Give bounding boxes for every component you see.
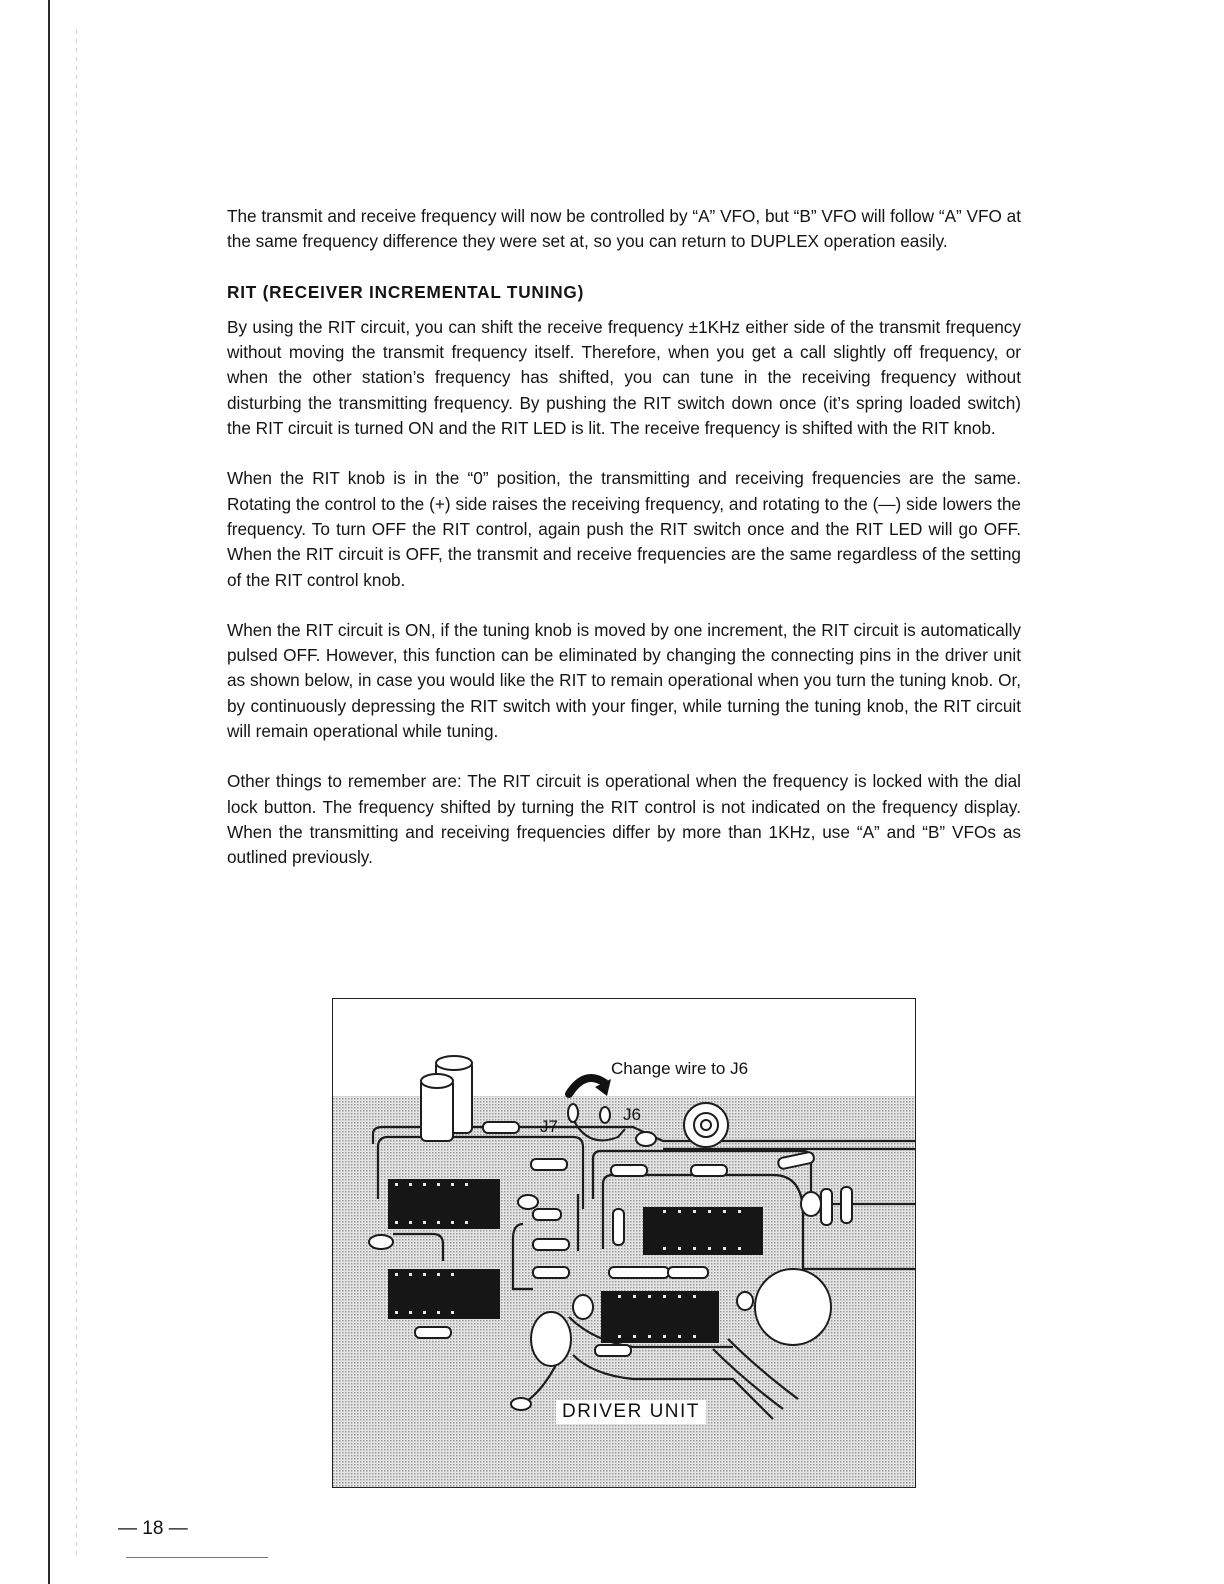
section-heading: RIT (RECEIVER INCREMENTAL TUNING) xyxy=(227,281,585,302)
driver-unit-figure xyxy=(332,998,916,1488)
round-component xyxy=(755,1269,831,1345)
figure-label-driver-unit: DRIVER UNIT xyxy=(556,1400,706,1424)
footer-rule xyxy=(126,1557,268,1558)
figure-label-j6: J6 xyxy=(623,1105,641,1124)
page-body xyxy=(227,204,1021,896)
paragraph-rit-4: Other things to remember are: The RIT circuit is operational when the frequency is locked with the dial lock button. The frequency shifted by turning the RIT control is not indicated on the frequency display. When the transmitting and receiving frequencies differ by more than 1KHz, use “A” and “B” VFOs as outlined previously. xyxy=(227,771,1021,868)
figure-label-j7: J7 xyxy=(540,1117,558,1136)
paragraph-rit-3: When the RIT circuit is ON, if the tuning knob is moved by one increment, the RIT circuit is automatically pulsed OFF. However, this function can be eliminated by changing the connecting pins in the driver unit as shown below, in case you would like the RIT to remain operational when you turn the tuning knob. Or, by continuously depressing the RIT switch with your finger, while turning the tuning knob, the RIT circuit will remain operational while tuning. xyxy=(227,619,1021,742)
electrolytic-capacitor xyxy=(421,1056,472,1141)
page-number: — 18 — xyxy=(118,1518,188,1539)
binding-edge-dotted-line xyxy=(76,30,77,1560)
paragraph-rit-2: When the RIT knob is in the “0” position, the transmitting and receiving frequencies are the same. Rotating the control to the (+) side raises the receiving frequency, and rotating to the (—) side lowers the frequency. To turn OFF the RIT control, again push the RIT switch once and the RIT LED will go OFF. When the RIT circuit is OFF, the transmit and receive frequencies are the same regardless of the setting of the RIT control knob. xyxy=(227,468,1021,590)
figure-caption-change-wire: Change wire to J6 xyxy=(611,1059,749,1078)
change-wire-arrow xyxy=(569,1078,611,1096)
paragraph-intro: The transmit and receive frequency will now be controlled by “A” VFO, but “B” VFO will follow “A” VFO at the same frequency difference they were set at, so you can return to DUPLEX operation easily. xyxy=(227,206,1021,252)
trimmer-potentiometer xyxy=(684,1103,728,1147)
paragraph-rit-1: By using the RIT circuit, you can shift the receive frequency ±1KHz either side of the transmit frequency without moving the transmit frequency itself. Therefore, when you get a call slightly off frequency, or when the other station’s frequency has shifted, you can tune in the receiving frequency without disturbing the transmitting frequency. By pushing the RIT switch down once (it’s spring loaded switch) the RIT circuit is turned ON and the RIT LED is lit. The receive frequency is shifted with the RIT knob. xyxy=(227,316,1021,439)
binding-edge-line xyxy=(48,0,50,1584)
